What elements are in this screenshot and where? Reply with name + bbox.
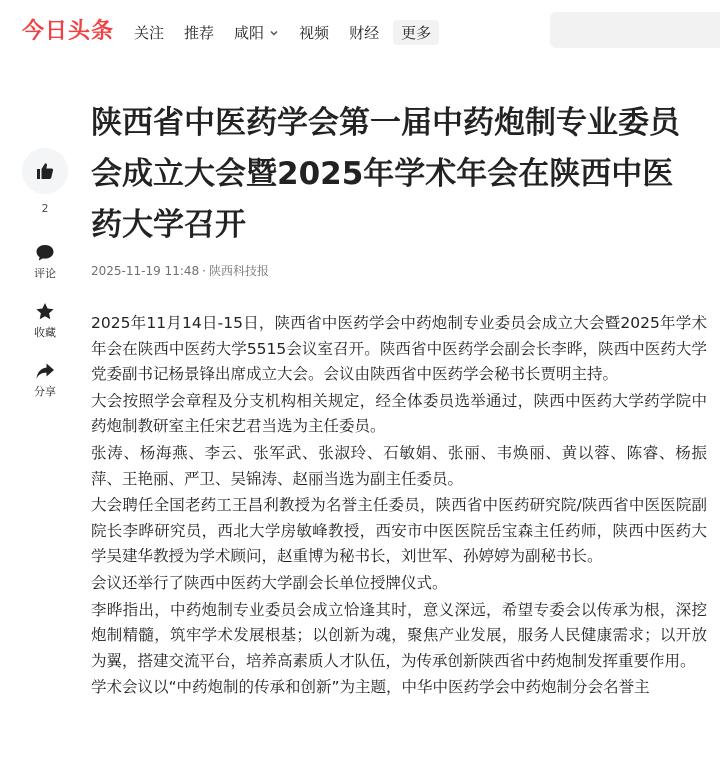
article-paragraph: 学术会议以“中药炮制的传承和创新”为主题，中华中医药学会中药炮制分会名誉主 bbox=[91, 678, 650, 697]
article-paragraph: 大会按照学会章程及分支机构相关规定，经全体委员选举通过，陕西中医药大学药学院中药炮制教研室主任宋艺君当选为主任委员。 bbox=[91, 391, 707, 436]
comment-button[interactable] bbox=[22, 244, 68, 281]
collect-label: 收藏 bbox=[34, 326, 56, 339]
nav-item-finance[interactable] bbox=[349, 22, 379, 43]
comment-label: 评论 bbox=[34, 267, 56, 280]
chevron-down-icon bbox=[269, 28, 279, 38]
collect-button[interactable] bbox=[22, 302, 68, 340]
share-icon bbox=[35, 362, 55, 380]
star-icon bbox=[35, 302, 55, 321]
nav-item-follow[interactable] bbox=[134, 22, 164, 43]
nav-item-recommend[interactable] bbox=[184, 22, 214, 43]
nav-item-label: 推荐 bbox=[184, 24, 215, 42]
article-source[interactable]: 陕西科技报 bbox=[208, 264, 269, 278]
article-paragraph: 张涛、杨海燕、李云、张军武、张淑玲、石敏娟、张丽、韦焕丽、黄以蓉、陈睿、杨振萍、王艳丽、严卫、吴锦涛、赵丽当选为副主任委员。 bbox=[91, 443, 707, 488]
share-label: 分享 bbox=[34, 385, 56, 398]
nav-item-label: 咸阳 bbox=[234, 24, 265, 42]
nav-item-video[interactable] bbox=[299, 22, 329, 43]
nav-item-city[interactable] bbox=[234, 22, 279, 43]
article-paragraph: 李晔指出，中药炮制专业委员会成立恰逢其时，意义深远，希望专委会以传承为根，深挖炮制精髓，筑牢学术发展根基；以创新为魂，聚焦产业发展，服务人民健康需求；以开放为翼，搭建交流平台，培养高素质人才队伍，为传承创新陕西省中药炮制发挥重要作用。 bbox=[91, 600, 707, 670]
article-title: 陕西省中医药学会第一届中药炮制专业委员会成立大会暨2025年学术年会在陕西中医药大学召开 bbox=[91, 105, 680, 243]
article-meta bbox=[91, 262, 269, 279]
site-logo[interactable]: 今日头条 bbox=[22, 19, 115, 44]
thumbs-up-icon bbox=[35, 161, 55, 181]
comment-icon bbox=[35, 244, 55, 262]
nav-item-label: 关注 bbox=[134, 24, 165, 42]
article-paragraph: 2025年11月14日-15日，陕西省中医药学会中药炮制专业委员会成立大会暨2025年学术年会在陕西中医药大学5515会议室召开。陕西省中医药学会副会长李晔，陕西中医药大学党委副书记杨景锋出席成立大会。会议由陕西省中医药学会秘书长贾明主持。 bbox=[91, 314, 707, 384]
nav-more-button[interactable]: 更多 bbox=[393, 20, 439, 45]
like-button[interactable] bbox=[22, 148, 68, 194]
nav-item-label: 财经 bbox=[349, 24, 380, 42]
main-nav bbox=[134, 20, 439, 45]
share-button[interactable] bbox=[22, 362, 68, 399]
like-count: 2 bbox=[41, 202, 49, 215]
search-input[interactable] bbox=[550, 12, 720, 48]
article-paragraph: 大会聘任全国老药工王昌利教授为名誉主任委员，陕西省中医药研究院/陕西省中医医院副院长李晔研究员，西北大学房敏峰教授，西安市中医医院岳宝森主任药师，陕西中医药大学吴建华教授为学术顾问，赵重博为秘书长，刘世军、孙婷婷为副秘书长。 bbox=[91, 496, 707, 566]
side-action-bar bbox=[22, 148, 68, 398]
article-body bbox=[91, 311, 707, 702]
nav-item-label: 视频 bbox=[299, 24, 330, 42]
publish-time: 2025-11-19 11:48 bbox=[91, 264, 200, 278]
article-paragraph: 会议还举行了陕西中医药大学副会长单位授牌仪式。 bbox=[91, 573, 448, 592]
top-bar bbox=[0, 0, 720, 60]
meta-separator: · bbox=[202, 264, 206, 278]
